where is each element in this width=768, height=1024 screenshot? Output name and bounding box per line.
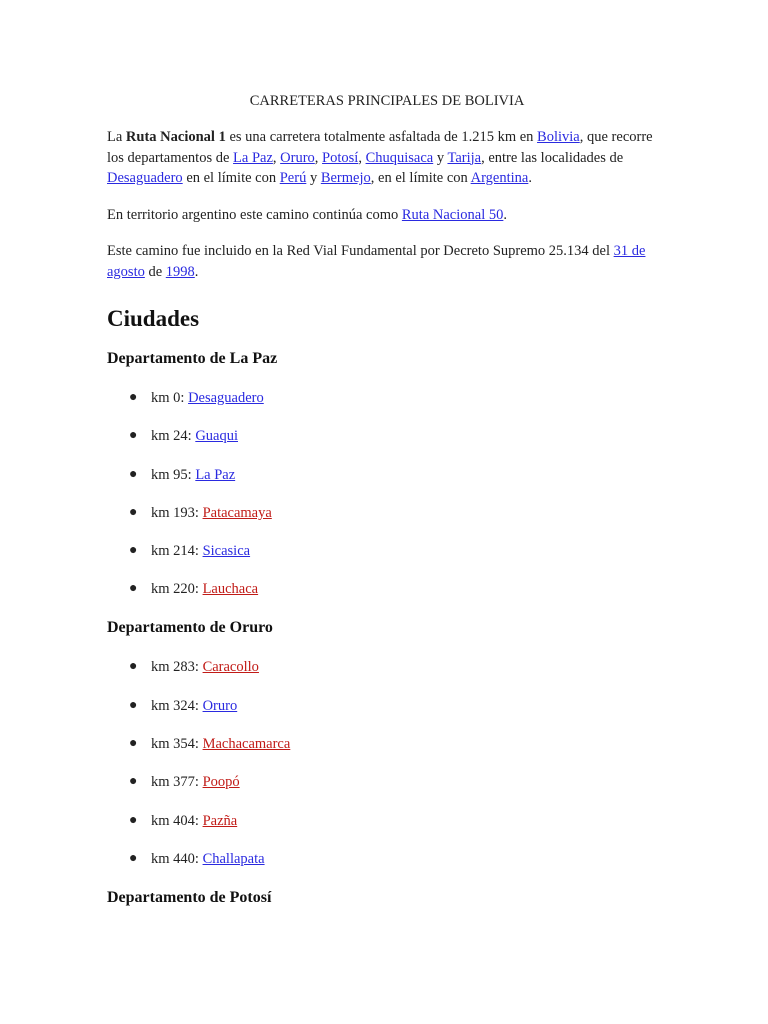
document-title: CARRETERAS PRINCIPALES DE BOLIVIA (249, 93, 525, 109)
paragraph-text: Este camino fue incluido en la Red Vial Fundamental por Decreto Supremo 25.134 del (107, 243, 614, 259)
link-desaguadero[interactable]: Desaguadero (107, 170, 183, 186)
list-item (107, 696, 667, 734)
km-label: km 404: (151, 812, 203, 829)
city-link[interactable]: Challapata (202, 850, 265, 867)
city-link[interactable]: Poopó (202, 774, 240, 791)
km-label: km 377: (151, 774, 203, 791)
city-link[interactable]: Pazña (202, 812, 238, 829)
bullet-icon: ● (129, 659, 138, 675)
paragraph-argentina (107, 205, 667, 226)
intro-text: La (107, 129, 126, 145)
link-date[interactable]: 31 de agosto (107, 243, 646, 280)
paragraph-text: En territorio argentino este camino continúa como (107, 206, 402, 223)
list-item (107, 465, 667, 503)
list-item (107, 503, 667, 541)
km-label: km 283: (151, 659, 203, 676)
link-potosi[interactable]: Potosí (322, 149, 359, 166)
km-label: km 0: (151, 390, 189, 406)
bullet-icon: ● (129, 543, 138, 559)
km-label: km 440: (151, 850, 203, 867)
intro-text: , entre las localidades de (481, 149, 624, 166)
km-label: km 24: (151, 428, 196, 445)
department-heading: Departamento de Potosí (107, 888, 272, 906)
intro-text: en el límite con (182, 170, 280, 186)
city-link[interactable]: Guaqui (195, 428, 238, 445)
city-link[interactable]: Caracollo (202, 659, 259, 676)
list-item (107, 849, 667, 869)
list-item (107, 579, 667, 599)
list-item (107, 426, 667, 464)
intro-text: , en el límite con (370, 170, 471, 186)
bullet-icon: ● (129, 504, 138, 520)
link-bermejo[interactable]: Bermejo (320, 170, 371, 186)
list-item (107, 734, 667, 772)
list-item (107, 772, 667, 810)
city-link[interactable]: Oruro (202, 697, 238, 714)
link-la-paz[interactable]: La Paz (233, 149, 273, 166)
bullet-icon: ● (129, 390, 138, 405)
km-label: km 220: (151, 581, 203, 598)
city-link[interactable]: Sicasica (202, 543, 251, 560)
link-peru[interactable]: Perú (279, 170, 307, 186)
city-link[interactable]: Patacamaya (202, 504, 272, 521)
city-list (107, 657, 667, 868)
intro-text: , (358, 149, 366, 166)
city-link[interactable]: La Paz (195, 466, 236, 483)
city-list (107, 388, 667, 599)
bullet-icon: ● (129, 428, 138, 444)
list-item (107, 388, 667, 426)
link-year[interactable]: 1998 (165, 263, 195, 280)
intro-text: y (433, 149, 448, 166)
city-link[interactable]: Lauchaca (202, 581, 259, 598)
km-label: km 324: (151, 697, 203, 714)
link-chuquisaca[interactable]: Chuquisaca (365, 149, 434, 166)
km-label: km 354: (151, 736, 203, 753)
link-ruta-nacional-50[interactable]: Ruta Nacional 50 (401, 206, 504, 223)
route-name: Ruta Nacional 1 (125, 129, 226, 145)
intro-text: y (306, 170, 321, 186)
bullet-icon: ● (129, 812, 138, 828)
link-argentina[interactable]: Argentina (470, 170, 529, 186)
section-heading-ciudades: Ciudades (107, 306, 200, 331)
city-link[interactable]: Machacamarca (202, 736, 291, 753)
bullet-icon: ● (129, 581, 138, 597)
bullet-icon: ● (129, 697, 138, 713)
link-bolivia[interactable]: Bolivia (537, 129, 580, 145)
bullet-icon: ● (129, 850, 138, 866)
link-oruro[interactable]: Oruro (280, 149, 315, 166)
city-link[interactable]: Desaguadero (188, 390, 264, 406)
list-item (107, 657, 667, 695)
intro-text: , (314, 149, 323, 166)
bullet-icon: ● (129, 736, 138, 752)
intro-text: es una carretera totalmente asfaltada de 1.215 km en (225, 129, 538, 145)
paragraph-decree (107, 241, 667, 282)
bullet-icon: ● (129, 774, 138, 790)
km-label: km 193: (151, 504, 203, 521)
intro-text: . (528, 170, 532, 186)
paragraph-text: de (144, 263, 166, 280)
list-item (107, 541, 667, 579)
paragraph-text: . (503, 206, 507, 223)
km-label: km 214: (151, 543, 203, 560)
document-page (107, 92, 667, 927)
department-heading: Departamento de Oruro (107, 619, 273, 637)
link-tarija[interactable]: Tarija (447, 149, 482, 166)
paragraph-text: . (194, 263, 199, 280)
intro-text: , que recorre los departamentos de (107, 129, 653, 166)
list-item (107, 811, 667, 849)
intro-text: , (272, 149, 281, 166)
department-heading: Departamento de La Paz (107, 350, 278, 367)
bullet-icon: ● (129, 466, 138, 482)
intro-paragraph (107, 127, 667, 189)
km-label: km 95: (151, 466, 196, 483)
